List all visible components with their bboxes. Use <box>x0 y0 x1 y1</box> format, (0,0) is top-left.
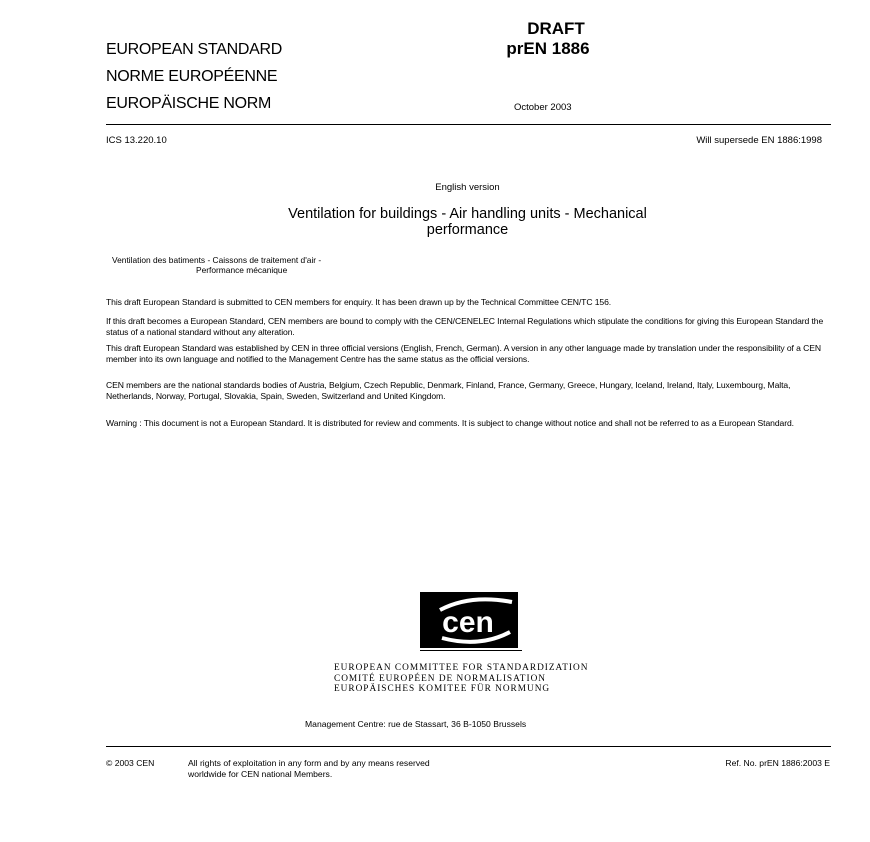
committee-name-en: EUROPEAN COMMITTEE FOR STANDARDIZATION <box>334 663 589 673</box>
committee-names <box>334 663 588 695</box>
french-title-line-2: Performance mécanique <box>196 265 288 275</box>
supersede-note: Will supersede EN 1886:1998 <box>696 135 822 146</box>
title-line-1: Ventilation for buildings - Air handling units - Mechanical <box>288 206 647 222</box>
ics-code: ICS 13.220.10 <box>106 135 167 146</box>
french-title-line-1: Ventilation des batiments - Caissons de traitement d'air - <box>112 255 322 265</box>
draft-number: prEN 1886 <box>506 39 590 58</box>
standard-name-en: EUROPEAN STANDARD <box>106 41 282 58</box>
copyright: © 2003 CEN <box>106 758 155 768</box>
standard-name-de: EUROPÄISCHE NORM <box>106 95 271 112</box>
footer-rule <box>106 746 831 747</box>
committee-name-de: EUROPÄISCHES KOMITEE FÜR NORMUNG <box>334 684 551 695</box>
paragraph-warning: Warning : This document is not a European Standard. It is distributed for review and comments. It is subject to change without notice and shall not be referred to as a European Standard. <box>106 418 794 428</box>
standard-name-fr: NORME EUROPÉENNE <box>106 68 278 85</box>
reference-number: Ref. No. prEN 1886:2003 E <box>725 758 830 768</box>
committee-name-fr: COMITÉ EUROPÉEN DE NORMALISATION <box>334 673 546 684</box>
header-rule <box>106 124 831 125</box>
cen-logo <box>420 592 518 648</box>
paragraph-members: CEN members are the national standards bodies of Austria, Belgium, Czech Republic, Denmark, Finland, France, Germany, Greece, Hungary, Iceland, Ireland, Italy, Luxembourg, Malta, Netherlands, Norway, Portugal, Slovakia, Spain, Sweden, Switzerland and United Kingdom. <box>106 380 791 401</box>
version-label: English version <box>435 182 500 193</box>
rights-line-1: All rights of exploitation in any form and by any means reserved <box>188 758 430 768</box>
rights-statement <box>188 758 430 779</box>
paragraph-versions: This draft European Standard was established by CEN in three official versions (English, French, German). A version in any other language made by translation under the responsibility of a CEN member into its own language and notified to the Management Centre has the same status as the official versions. <box>106 343 821 364</box>
paragraph-regulations: If this draft becomes a European Standard, CEN members are bound to comply with the CEN/CENELEC Internal Regulations which stipulate the conditions for giving this European Standard the status of a national standard without any alteration. <box>106 316 824 337</box>
document-date: October 2003 <box>514 102 572 113</box>
draft-label: DRAFT <box>527 19 585 38</box>
logo-rule <box>420 650 522 651</box>
management-centre-address: Management Centre: rue de Stassart, 36 B-1050 Brussels <box>305 719 527 729</box>
french-title <box>112 255 321 275</box>
rights-line-2: worldwide for CEN national Members. <box>188 768 333 779</box>
paragraph-enquiry: This draft European Standard is submitted to CEN members for enquiry. It has been drawn up by the Technical Committee CEN/TC 156. <box>106 297 612 307</box>
cen-logo-graphic <box>420 592 518 648</box>
title-line-2: performance <box>426 222 509 238</box>
cen-logo-text: cen <box>442 606 494 639</box>
document-title <box>0 206 870 238</box>
